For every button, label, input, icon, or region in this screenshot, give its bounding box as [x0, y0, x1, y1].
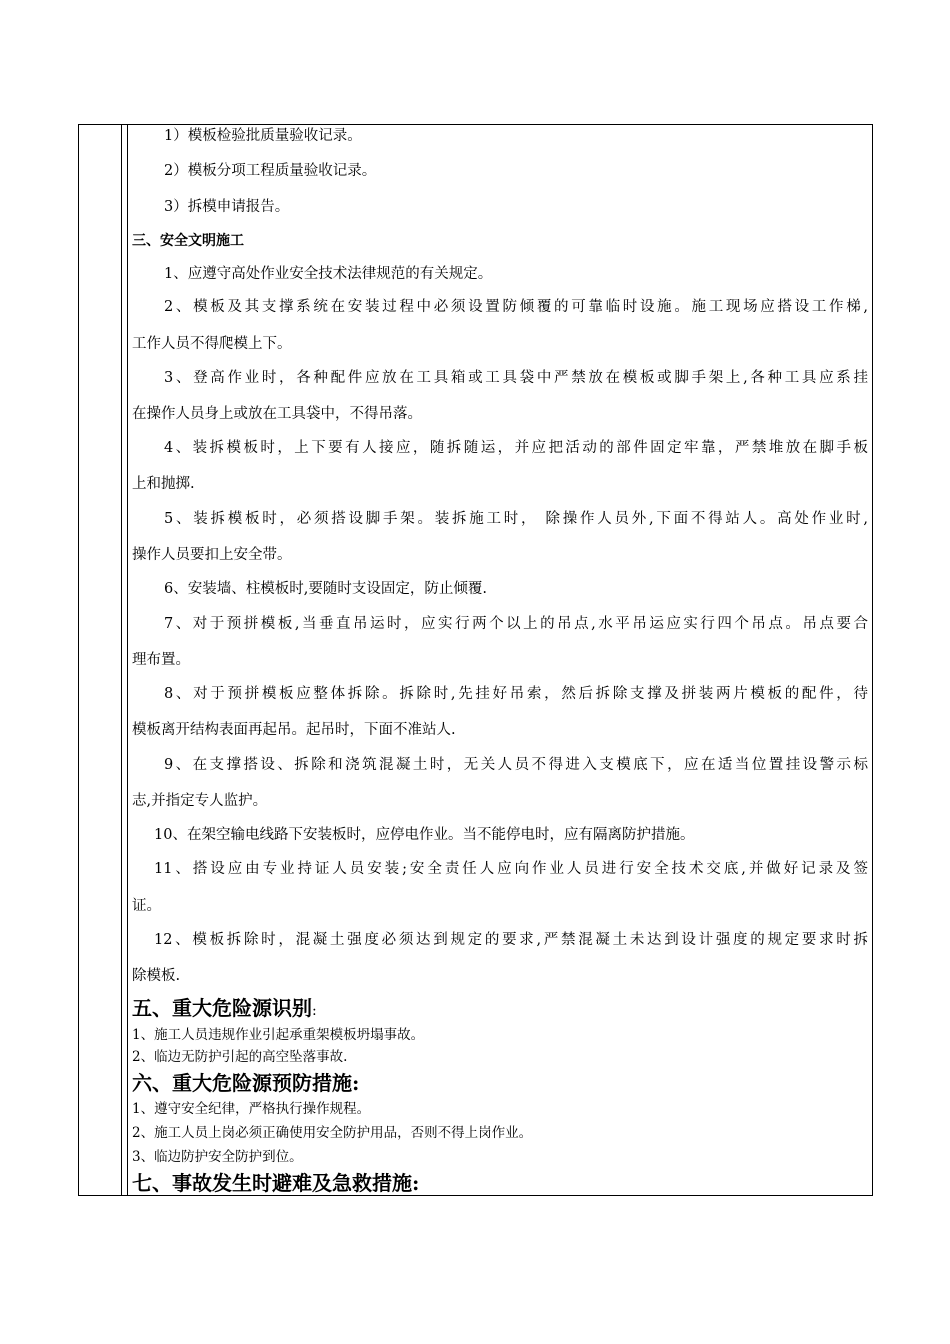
- safety-item-11-line-1: 11、搭设应由专业持证人员安装;安全责任人应向作业人员进行安全技术交底,并做好记录及签: [154, 861, 868, 877]
- safety-item-2-line-2: 工作人员不得爬模上下。: [132, 336, 292, 352]
- table-column-spacer: [122, 125, 128, 1195]
- safety-item-4-line-1: 4、装拆模板时，上下要有人接应，随拆随运，并应把活动的部件固定牢靠，严禁堆放在脚手板: [164, 440, 868, 456]
- table-content-cell: [132, 124, 868, 1196]
- safety-item-9-line-1: 9、在支撑搭设、拆除和浇筑混凝土时，无关人员不得进入支模底下，应在适当位置挂设警示标: [164, 757, 868, 773]
- check-item-2: 2）模板分项工程质量验收记录。: [164, 163, 377, 179]
- safety-item-1: 1、应遵守高处作业安全技术法律规范的有关规定。: [164, 266, 493, 282]
- section-5-title-text: 五、重大危险源识别: [132, 996, 312, 1020]
- prevention-item-2: 2、施工人员上岗必须正确使用安全防护用品，否则不得上岗作业。: [132, 1125, 533, 1141]
- safety-item-12-line-1: 12、模板拆除时，混凝土强度必须达到规定的要求,严禁混凝土未达到设计强度的规定要求时拆: [154, 932, 868, 948]
- section-3-title: 三、安全文明施工: [132, 233, 244, 249]
- hazard-item-1: 1、施工人员违规作业引起承重架模板坍塌事故。: [132, 1027, 425, 1043]
- prevention-item-3: 3、临边防护安全防护到位。: [132, 1149, 303, 1165]
- safety-item-11-line-2: 证。: [132, 898, 161, 914]
- safety-item-6: 6、安装墙、柱模板时,要随时支设固定，防止倾覆.: [164, 581, 487, 597]
- safety-item-9-line-2: 志,并指定专人监护。: [132, 793, 268, 809]
- safety-item-8-line-1: 8、对于预拼模板应整体拆除。拆除时,先挂好吊索，然后拆除支撑及拼装两片模板的配件，待: [164, 686, 868, 702]
- safety-item-12-line-2: 除模板.: [132, 968, 181, 984]
- safety-item-7-line-2: 理布置。: [132, 652, 190, 668]
- safety-item-3-line-1: 3、登高作业时，各种配件应放在工具箱或工具袋中严禁放在模板或脚手架上,各种工具应系挂: [164, 370, 868, 386]
- section-7-title: 七、事故发生时避难及急救措施:: [132, 1171, 420, 1195]
- safety-item-5-line-2: 操作人员要扣上安全带。: [132, 547, 292, 563]
- safety-item-4-line-2: 上和抛掷.: [132, 476, 195, 492]
- safety-item-8-line-2: 模板离开结构表面再起吊。起吊时，下面不准站人.: [132, 722, 456, 738]
- safety-item-5-line-1: 5、装拆模板时，必须搭设脚手架。装拆施工时， 除操作人员外,下面不得站人。高处作业时,: [164, 511, 868, 527]
- section-5-title: [132, 995, 868, 1024]
- hazard-item-2: 2、临边无防护引起的高空坠落事故.: [132, 1049, 348, 1065]
- check-item-1: 1）模板检验批质量验收记录。: [164, 128, 362, 144]
- safety-item-3-line-2: 在操作人员身上或放在工具袋中，不得吊落。: [132, 406, 422, 422]
- table-column-label: [79, 125, 122, 1195]
- check-item-3: 3）拆模申请报告。: [164, 199, 290, 215]
- safety-item-7-line-1: 7、对于预拼模板,当垂直吊运时，应实行两个以上的吊点,水平吊运应实行四个吊点。吊点要合: [164, 616, 868, 632]
- section-5-title-colon: :: [312, 1003, 317, 1019]
- prevention-item-1: 1、遵守安全纪律，严格执行操作规程。: [132, 1101, 371, 1117]
- section-6-title: 六、重大危险源预防措施:: [132, 1071, 360, 1095]
- safety-item-2-line-1: 2、模板及其支撑系统在安装过程中必须设置防倾覆的可靠临时设施。施工现场应搭设工作梯,: [164, 299, 868, 315]
- safety-item-10: 10、在架空输电线路下安装板时，应停电作业。当不能停电时，应有隔离防护措施。: [154, 827, 695, 843]
